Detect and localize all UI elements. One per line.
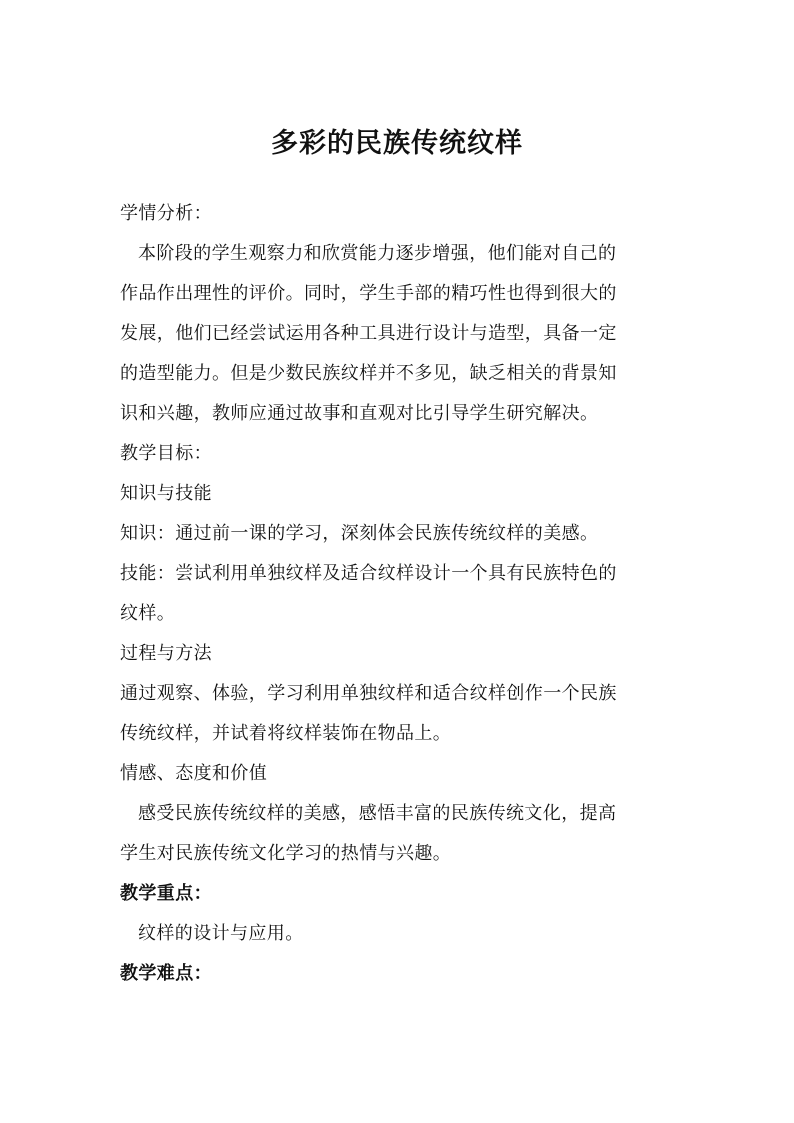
analysis-line-3: 发展，他们已经尝试运用各种工具进行设计与造型，具备一定 bbox=[120, 323, 617, 344]
process-line-1: 通过观察、体验，学习利用单独纹样和适合纹样创作一个民族 bbox=[120, 683, 617, 704]
analysis-line-5: 识和兴趣，教师应通过故事和直观对比引导学生研究解决。 bbox=[120, 403, 599, 424]
key-points-heading: 教学重点： bbox=[120, 883, 212, 904]
emotion-line-1: 感受民族传统纹样的美感，感悟丰富的民族传统文化，提高 bbox=[138, 803, 617, 824]
emotion-line-2: 学生对民族传统文化学习的热情与兴趣。 bbox=[120, 843, 452, 864]
knowledge-line: 知识：通过前一课的学习，深刻体会民族传统纹样的美感。 bbox=[120, 523, 599, 544]
difficulty-heading: 教学难点： bbox=[120, 963, 212, 984]
analysis-heading: 学情分析： bbox=[120, 203, 212, 224]
analysis-line-1: 本阶段的学生观察力和欣赏能力逐步增强，他们能对自己的 bbox=[138, 243, 617, 264]
process-line-2: 传统纹样，并试着将纹样装饰在物品上。 bbox=[120, 723, 452, 744]
skill-line-1: 技能：尝试利用单独纹样及适合纹样设计一个具有民族特色的 bbox=[120, 563, 617, 584]
teaching-goals-heading: 教学目标： bbox=[120, 443, 212, 464]
key-points-text: 纹样的设计与应用。 bbox=[138, 923, 304, 944]
analysis-line-2: 作品作出理性的评价。同时，学生手部的精巧性也得到很大的 bbox=[120, 283, 617, 304]
document-title: 多彩的民族传统纹样 bbox=[271, 128, 523, 159]
process-method-heading: 过程与方法 bbox=[120, 643, 212, 664]
knowledge-skill-heading: 知识与技能 bbox=[120, 483, 212, 504]
emotion-value-heading: 情感、态度和价值 bbox=[120, 763, 268, 784]
analysis-line-4: 的造型能力。但是少数民族纹样并不多见，缺乏相关的背景知 bbox=[120, 363, 617, 384]
skill-line-2: 纹样。 bbox=[120, 603, 176, 624]
document-body bbox=[120, 194, 660, 994]
